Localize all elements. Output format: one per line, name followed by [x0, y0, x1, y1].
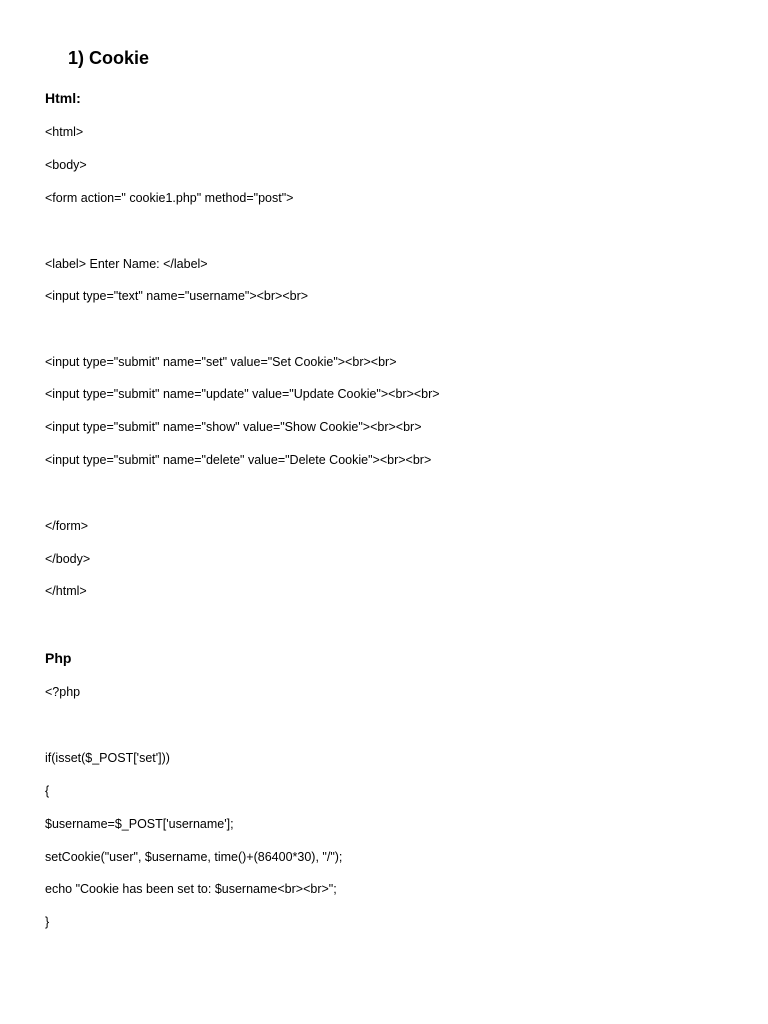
code-line: </form>: [45, 519, 89, 533]
code-line: <input type="text" name="username"><br><br>: [45, 289, 309, 303]
code-line: <?php: [45, 685, 81, 699]
code-line: <input type="submit" name="delete" value="Delete Cookie"><br><br>: [45, 453, 432, 467]
php-section-title: Php: [45, 650, 72, 666]
html-section-title: Html:: [45, 90, 81, 106]
code-line: {: [45, 784, 50, 798]
code-line: }: [45, 915, 50, 929]
code-line: setCookie("user", $username, time()+(86400*30), "/");: [45, 850, 343, 864]
code-line: </body>: [45, 552, 91, 566]
code-line: <label> Enter Name: </label>: [45, 257, 208, 271]
code-line: <input type="submit" name="update" value="Update Cookie"><br><br>: [45, 387, 440, 401]
code-line: <input type="submit" name="set" value="Set Cookie"><br><br>: [45, 355, 397, 369]
code-line: <html>: [45, 125, 84, 139]
code-line: <form action=" cookie1.php" method="post">: [45, 191, 294, 205]
code-line: </html>: [45, 584, 87, 598]
code-line: <body>: [45, 158, 87, 172]
page-title: 1) Cookie: [68, 48, 150, 68]
code-line: <input type="submit" name="show" value="Show Cookie"><br><br>: [45, 420, 422, 434]
code-line: $username=$_POST['username'];: [45, 817, 234, 831]
code-line: if(isset($_POST['set'])): [45, 751, 170, 765]
code-line: echo "Cookie has been set to: $username<br><br>";: [45, 882, 337, 896]
